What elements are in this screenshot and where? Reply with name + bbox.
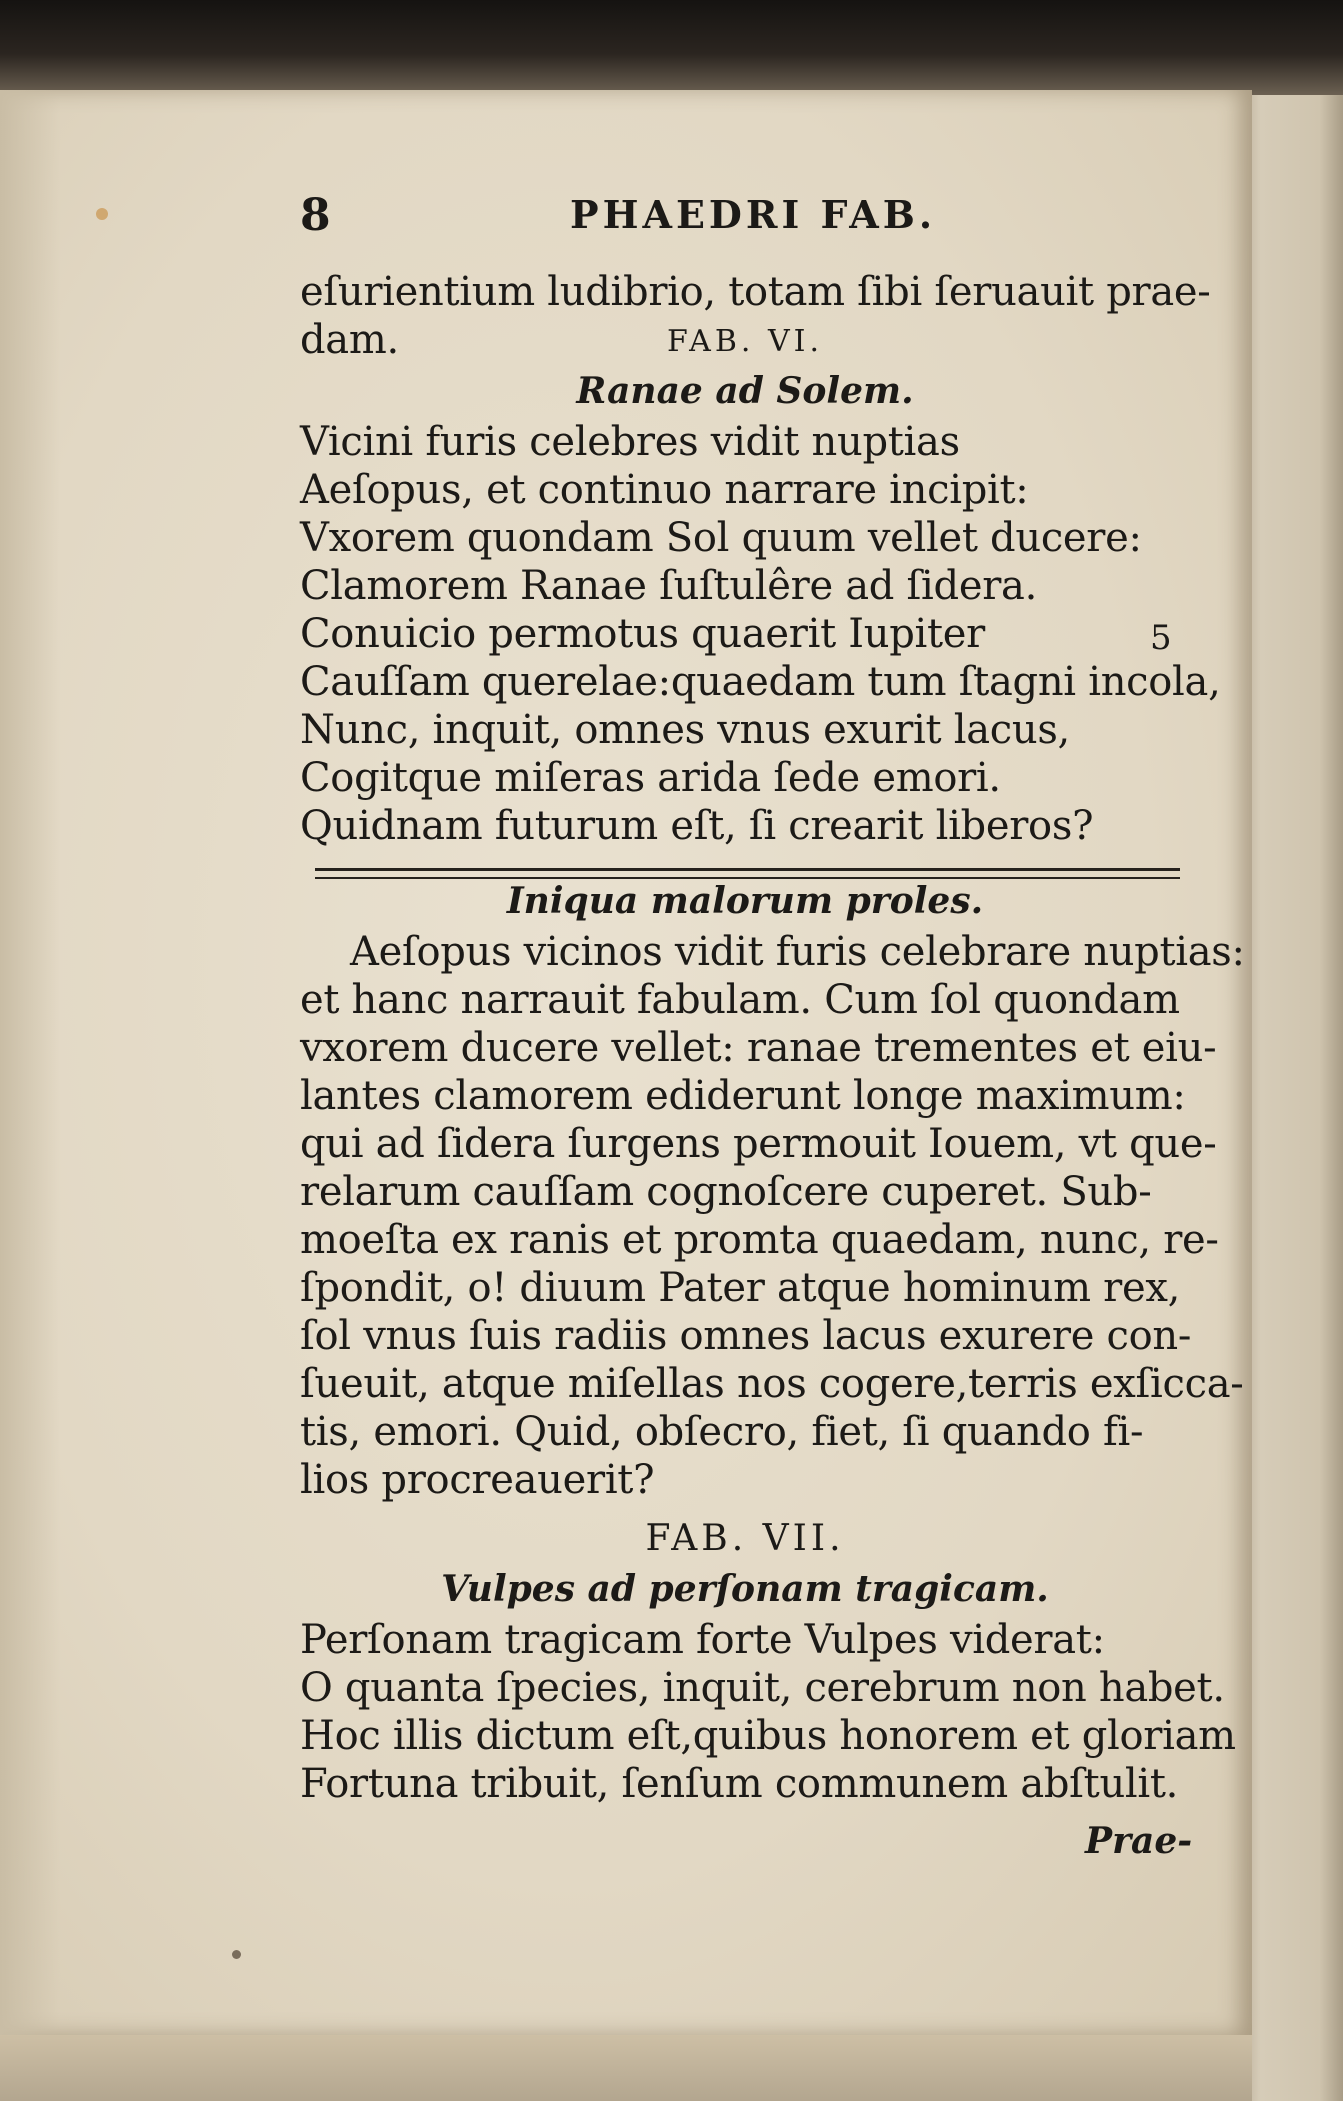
verse-line: Vicini furis celebres vidit nuptias [300,419,960,465]
prose-line: ſpondit, o! diuum Pater atque hominum rex, [300,1265,1181,1311]
verse-line: Vxorem quondam Sol quum vellet ducere: [300,515,1142,561]
verse-line: Cogitque miſeras arida ſede emori. [300,755,1001,801]
text-line: dam. [300,317,399,363]
fable-number-heading: FAB. VII. [645,1518,845,1559]
prose-line: tis, emori. Quid, obſecro, fiet, ſi quando fi- [300,1409,1144,1455]
verse-line: Fortuna tribuit, ſenſum communem abſtulit. [300,1761,1179,1807]
text-line: eſurientium ludibrio, totam ſibi ſeruauit prae- [300,269,1211,315]
paper-stain [96,208,108,220]
verse-line: Cauſſam querelae:quaedam tum ſtagni incola, [300,659,1221,705]
verse-line: Hoc illis dictum eſt,quibus honorem et gloriam [300,1713,1236,1759]
catchword: Prae- [1085,1820,1193,1862]
prose-line: moeſta ex ranis et promta quaedam, nunc, re- [300,1217,1219,1263]
line-number-marker: 5 [1150,618,1172,658]
prose-line: ſueuit, atque miſellas nos cogere,terris exſicca- [300,1361,1244,1407]
prose-title: Iniqua malorum proles. [506,880,984,922]
verse-line: Clamorem Ranae ſuſtulêre ad ſidera. [300,563,1037,609]
page-number: 8 [300,190,331,241]
fable-title: Ranae ad Solem. [576,370,914,412]
prose-line: lantes clamorem ediderunt longe maximum: [300,1073,1186,1119]
prose-line: ſol vnus ſuis radiis omnes lacus exurere con- [300,1313,1192,1359]
prose-line: et hanc narrauit fabulam. Cum ſol quondam [300,977,1180,1023]
running-title: PHAEDRI FAB. [570,192,937,237]
page-gutter-shadow [0,90,60,2035]
verse-line: O quanta ſpecies, inquit, cerebrum non habet. [300,1665,1225,1711]
verse-line: Quidnam futurum eſt, ſi crearit liberos? [300,803,1094,849]
verse-line: Nunc, inquit, omnes vnus exurit lacus, [300,707,1070,753]
section-divider-rule [315,868,1180,879]
fable-title: Vulpes ad perſonam tragicam. [441,1568,1049,1610]
verse-line: Conuicio permotus quaerit Iupiter [300,611,986,657]
prose-line: relarum cauſſam cognoſcere cuperet. Sub- [300,1169,1152,1215]
verse-line: Perſonam tragicam forte Vulpes viderat: [300,1617,1105,1663]
verse-line: Aeſopus, et continuo narrare incipit: [300,467,1029,513]
prose-line: lios procreauerit? [300,1457,655,1503]
paper-speck [232,1950,241,1959]
prose-line: Aeſopus vicinos vidit furis celebrare nuptias: [350,929,1245,975]
prose-line: vxorem ducere vellet: ranae trementes et eiu- [300,1025,1217,1071]
page-bottom-edge [0,2035,1252,2101]
fable-number-heading: FAB. VI. [666,324,824,359]
prose-line: qui ad ſidera ſurgens permouit Iouem, vt que- [300,1121,1217,1167]
